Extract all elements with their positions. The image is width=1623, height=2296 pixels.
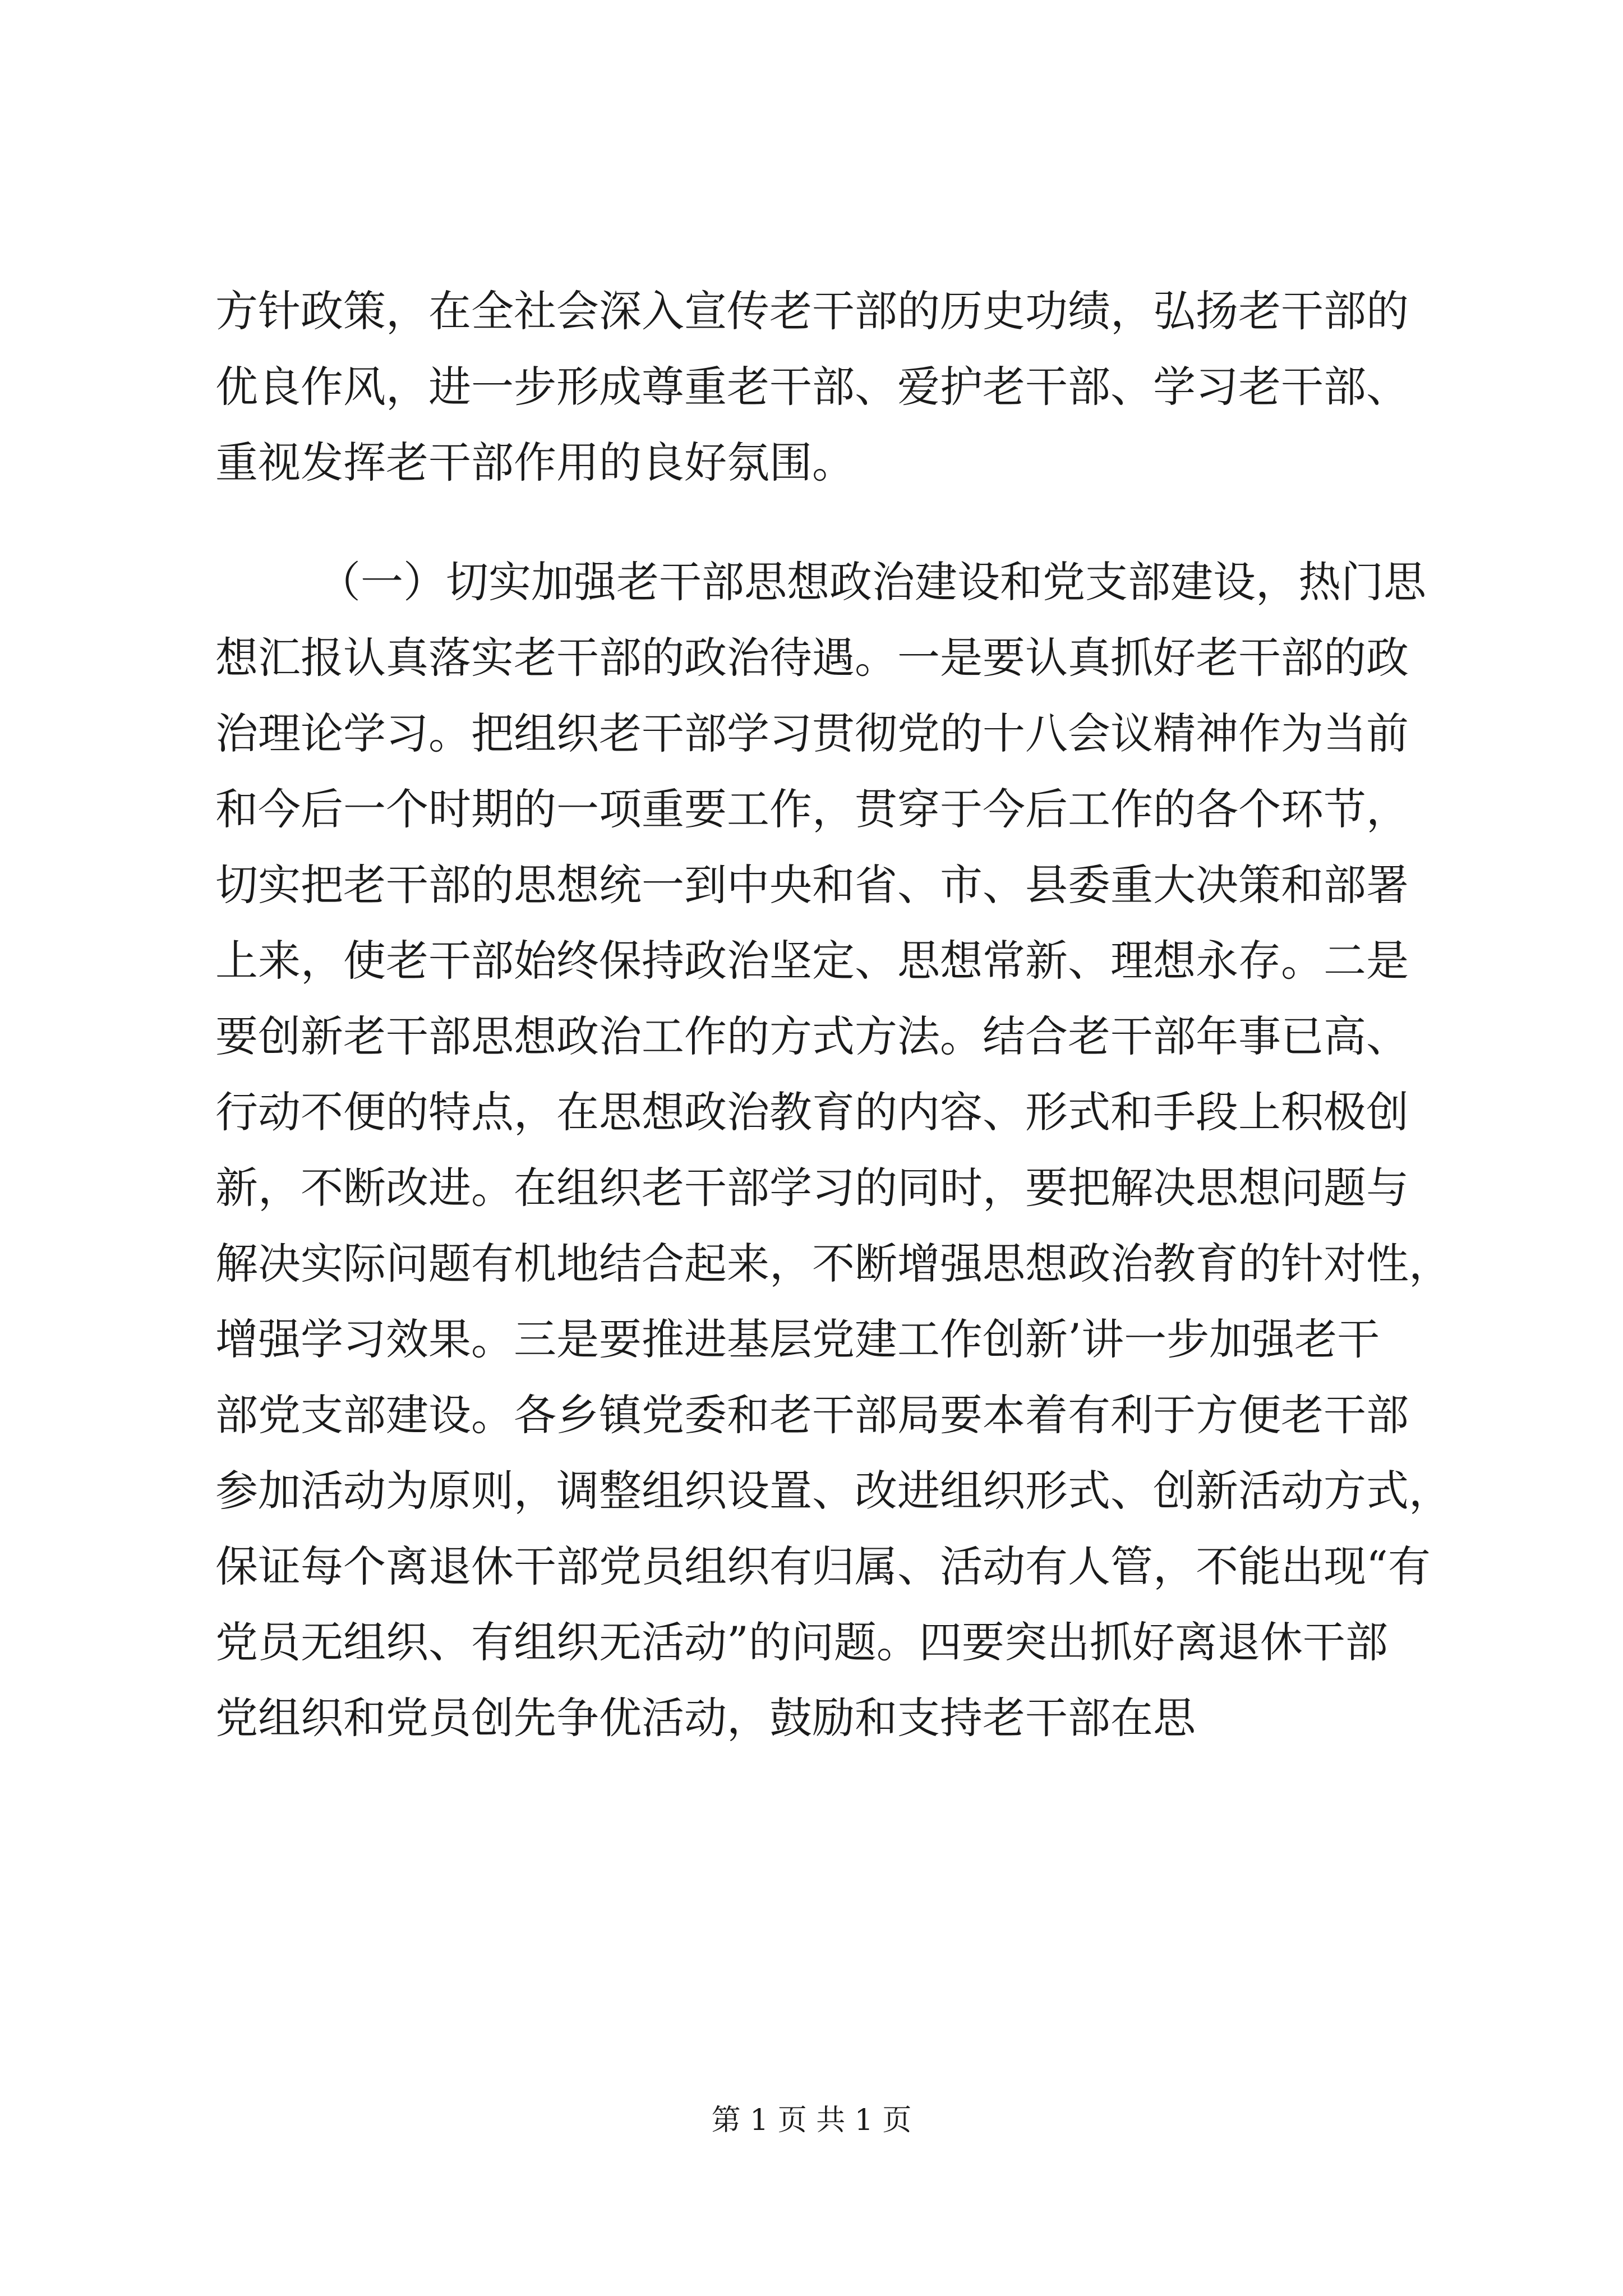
text-line: 治理论学习。把组织老干部学习贯彻党的十八会议精神作为当前: [215, 708, 1409, 758]
text-line: 行动不便的特点，在思想政治教育的内容、形式和手段上积极创: [215, 1087, 1409, 1137]
text-line: 增强学习效果。三是要推进基层党建工作创新’讲一步加强老干: [215, 1314, 1380, 1364]
text-line: 方针政策，在全社会深入宣传老干部的历史功绩，弘扬老干部的: [215, 286, 1409, 336]
text-line: 解决实际问题有机地结合起来，不断增强思想政治教育的针对性，: [215, 1239, 1451, 1289]
text-line: 要创新老干部思想政治工作的方式方法。结合老干部年事已高、: [215, 1011, 1409, 1061]
paragraph-first-line: （一）切实加强老干部思想政治建设和党支部建设，热门思: [318, 557, 1426, 607]
text-line: 优良作风，进一步形成尊重老干部、爱护老干部、学习老干部、: [215, 362, 1409, 412]
text-line: 想汇报认真落实老干部的政治待遇。一是要认真抓好老干部的政: [215, 633, 1409, 683]
text-line: 新，不断改进。在组织老干部学习的同时，要把解决思想问题与: [215, 1163, 1409, 1213]
text-line: 保证每个离退休干部党员组织有归属、活动有人管，不能出现“有: [215, 1542, 1431, 1591]
text-line: 参加活动为原则，调整组织设置、改进组织形式、创新活动方式，: [215, 1466, 1451, 1516]
text-line: 党员无组织、有组织无活动”的问题。四要突出抓好离退休干部: [215, 1617, 1388, 1667]
text-line: 重视发挥老干部作用的良好氛围。: [215, 438, 855, 487]
text-line: 和今后一个时期的一项重要工作，贯穿于今后工作的各个环节，: [215, 784, 1409, 834]
page-number-footer: 第 1 页 共 1 页: [711, 2104, 912, 2137]
text-line: 部党支部建设。各乡镇党委和老干部局要本着有利于方便老干部: [215, 1390, 1409, 1440]
text-line: 切实把老干部的思想统一到中央和省、市、县委重大决策和部署: [215, 860, 1409, 910]
text-line: 党组织和党员创先争优活动，鼓励和支持老干部在思: [215, 1693, 1196, 1743]
text-line: 上来，使老干部始终保持政治坚定、思想常新、理想永存。二是: [215, 936, 1409, 986]
